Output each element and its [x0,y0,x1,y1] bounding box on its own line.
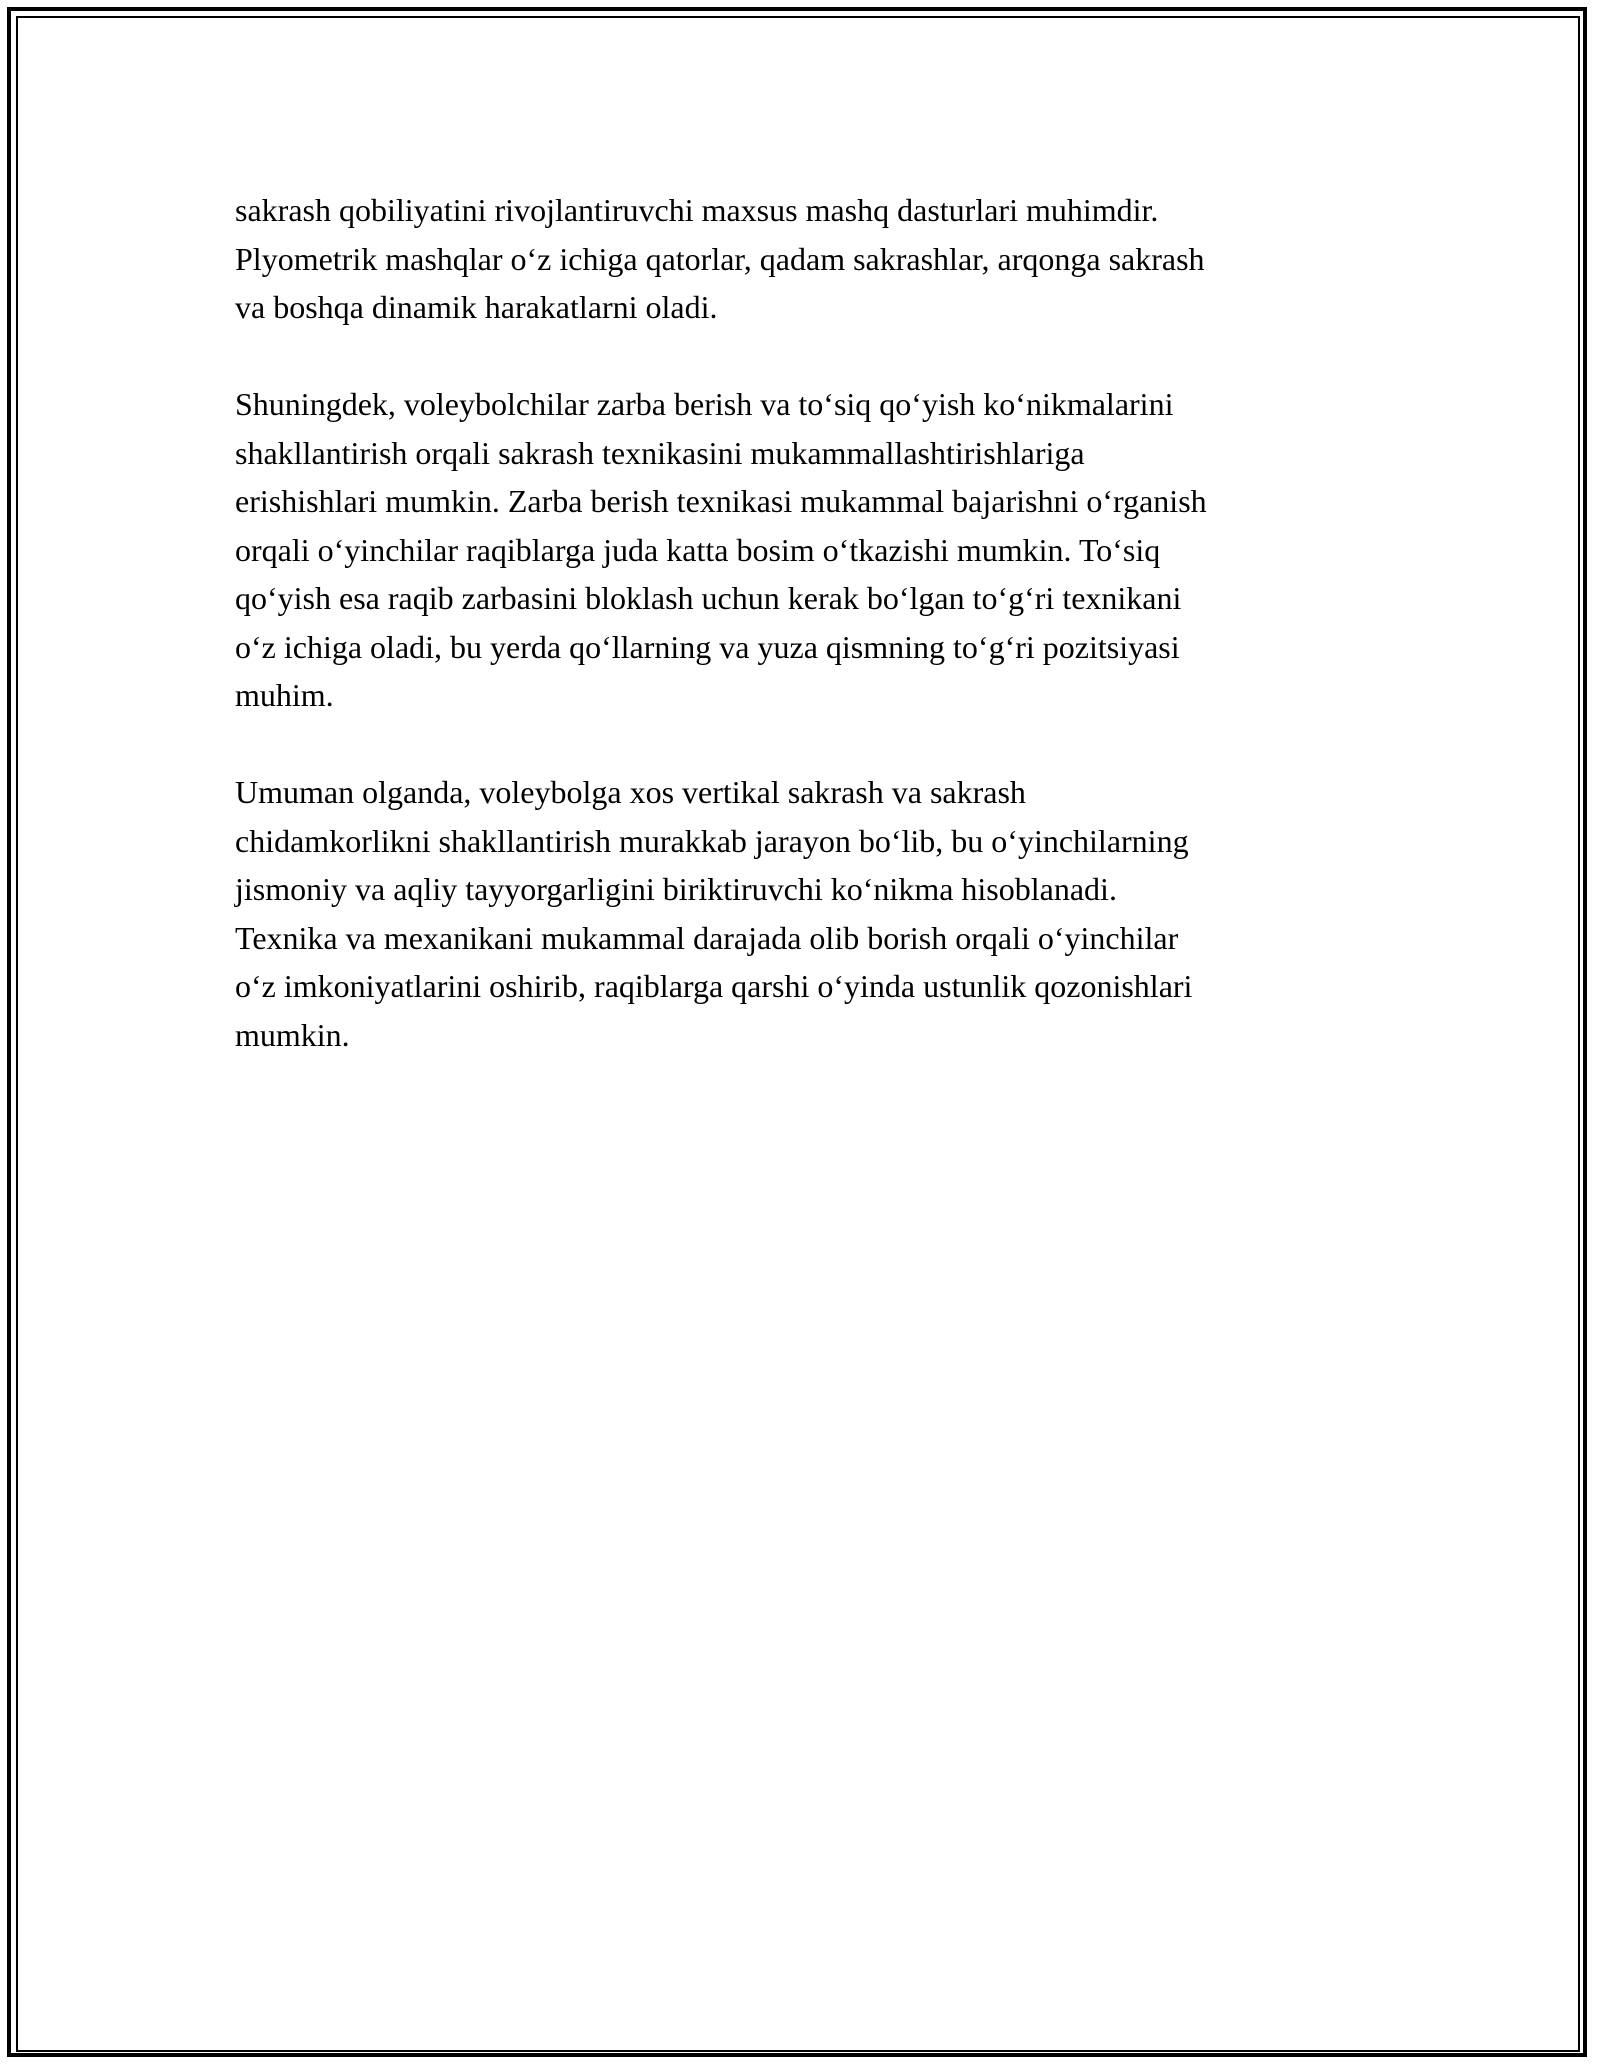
text-line: Umuman olganda, voleybolga xos vertikal sakrash va sakrash [235,774,1026,810]
text-line: o‘z ichiga oladi, bu yerda qo‘llarning va yuza qismning to‘g‘ri pozitsiyasi [235,628,1180,665]
text-line: o‘z imkoniyatlarini oshirib, raqiblarga qarshi o‘yinda ustunlik qozonishlari [235,968,1193,1004]
text-line: Shuningdek, voleybolchilar zarba berish va to‘siq qo‘yish ko‘nikmalarini [235,386,1174,422]
text-line: jismoniy va aqliy tayyorgarligini biriktiruvchi ko‘nikma hisoblanadi. [235,871,1117,907]
text-line: chidamkorlikni shakllantirish murakkab jarayon bo‘lib, bu o‘yinchilarning [235,822,1189,859]
text-line: qo‘yish esa raqib zarbasini bloklash uchun kerak bo‘lgan to‘g‘ri texnikani [235,580,1182,616]
text-line: orqali o‘yinchilar raqiblarga juda katta bosim o‘tkazishi mumkin. To‘siq [235,531,1161,568]
paragraph-3 [235,768,1365,1059]
text-line: erishishlari mumkin. Zarba berish texnikasi mukammal bajarishni o‘rganish [235,483,1207,519]
text-line: Texnika va mexanikani mukammal darajada olib borish orqali o‘yinchilar [235,919,1179,956]
paragraph-2 [235,380,1365,720]
document-body [235,186,1365,1059]
text-line: muhim. [235,677,334,713]
text-line: shakllantirish orqali sakrash texnikasini mukammallashtirishlariga [235,434,1085,471]
paragraph-1 [235,186,1365,332]
text-line: sakrash qobiliyatini rivojlantiruvchi maxsus mashq dasturlari muhimdir. [235,192,1159,228]
text-line: va boshqa dinamik harakatlarni oladi. [235,289,718,325]
text-line: Plyometrik mashqlar o‘z ichiga qatorlar, qadam sakrashlar, arqonga sakrash [235,240,1205,277]
text-line: mumkin. [235,1016,350,1053]
